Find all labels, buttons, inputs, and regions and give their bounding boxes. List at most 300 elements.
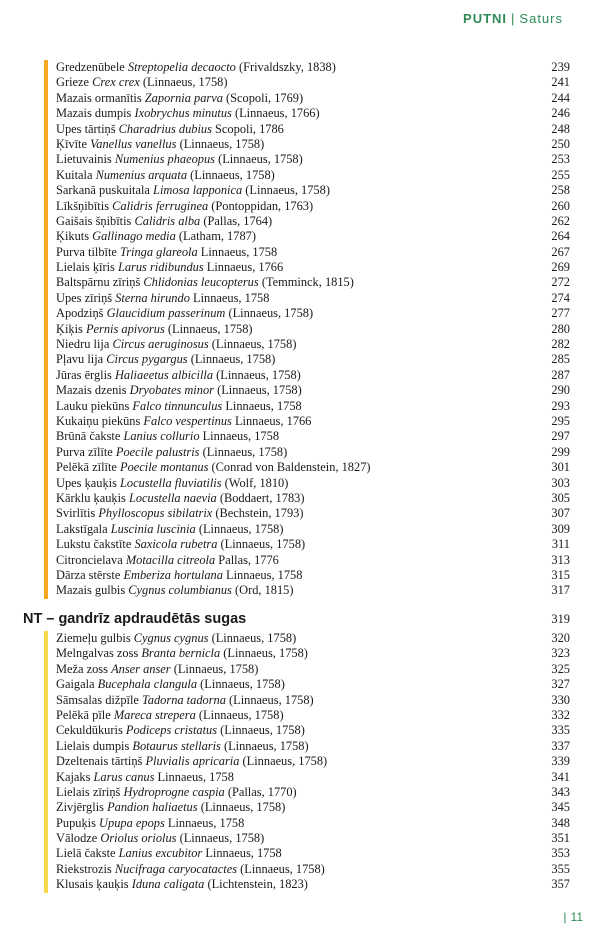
common-name: Melngalvas zoss: [56, 646, 142, 661]
authority: (Ord, 1815): [231, 583, 294, 598]
scientific-name: Botaurus stellaris: [132, 738, 221, 753]
list-1-rows: [44, 60, 570, 599]
entry-page: 255: [551, 167, 570, 182]
toc-entry[interactable]: [44, 322, 570, 337]
entry-title: [56, 816, 244, 830]
common-name: Ziemeļu gulbis: [56, 631, 134, 645]
entry-title: [56, 383, 302, 397]
entry-page: 325: [551, 661, 570, 676]
toc-entry[interactable]: [44, 183, 570, 198]
toc-entry[interactable]: [44, 785, 570, 800]
entry-title: [56, 862, 325, 876]
common-name: Pelēkā zīlīte: [56, 460, 120, 475]
scientific-name: Limosa lapponica: [153, 183, 243, 198]
common-name: Pupuķis: [56, 815, 100, 830]
entry-page: 285: [551, 352, 570, 367]
scientific-name: Circus pygargus: [106, 352, 188, 367]
entry-page: 305: [551, 490, 570, 505]
toc-entry[interactable]: [44, 506, 570, 521]
scientific-name: Streptopelia decaocto: [127, 60, 236, 74]
entry-page: 330: [551, 692, 570, 707]
authority: (Linnaeus, 1758): [217, 723, 305, 738]
toc-entry[interactable]: [44, 846, 570, 861]
entry-page: 274: [551, 290, 570, 305]
entry-page: 269: [551, 260, 570, 275]
species-list-2: [44, 631, 570, 893]
authority: (Linnaeus, 1758): [225, 692, 314, 707]
toc-entry[interactable]: [44, 476, 570, 491]
entry-page: 313: [551, 552, 570, 567]
common-name: Pļavu lija: [56, 352, 107, 367]
authority: (Linnaeus, 1758): [176, 831, 265, 846]
toc-entry[interactable]: [44, 739, 570, 754]
entry-title: [56, 553, 279, 567]
scientific-name: Podiceps cristatus: [125, 723, 218, 738]
entry-title: [56, 770, 234, 784]
authority: Linnaeus, 1758: [197, 244, 278, 259]
entry-page: 337: [551, 738, 570, 753]
common-name: Lielais ķīris: [56, 260, 118, 275]
section-title: NT – gandrīz apdraudētās sugas: [23, 611, 247, 627]
scientific-name: Luscinia luscinia: [110, 521, 196, 536]
scientific-name: Cygnus cygnus: [133, 631, 209, 645]
entry-page: 293: [551, 398, 570, 413]
common-name: Pelēkā pīle: [56, 707, 114, 722]
scientific-name: Nucifraga caryocatactes: [114, 861, 238, 876]
entry-title: [56, 429, 279, 443]
scientific-name: Locustella fluviatilis: [120, 475, 222, 490]
entry-page: 239: [551, 60, 570, 74]
entry-title: [56, 831, 264, 845]
entry-title: [56, 693, 314, 707]
scientific-name: Numenius phaeopus: [114, 152, 215, 167]
common-name: Mazais ormanītis: [56, 90, 145, 105]
entry-page: 320: [551, 631, 570, 645]
entry-page: 250: [551, 136, 570, 151]
scientific-name: Sterna hirundo: [115, 290, 190, 305]
entry-title: [56, 91, 303, 105]
common-name: Sarkanā puskuitala: [56, 183, 154, 198]
authority: (Linnaeus, 1758): [199, 444, 288, 459]
entry-page: 241: [551, 75, 570, 90]
scientific-name: Motacilla citreola: [125, 552, 216, 567]
toc-entry[interactable]: [44, 537, 570, 552]
entry-page: 280: [551, 321, 570, 336]
toc-entry[interactable]: [44, 368, 570, 383]
page-number: 11: [570, 910, 583, 924]
entry-page: 357: [551, 877, 570, 892]
common-name: Purva zīlīte: [56, 444, 116, 459]
toc-entry[interactable]: [44, 152, 570, 167]
authority: (Linnaeus, 1758): [242, 183, 330, 198]
common-name: Upes ķauķis: [56, 475, 121, 490]
authority: (Linnaeus, 1758): [187, 167, 275, 182]
authority: (Linnaeus, 1758): [170, 661, 259, 676]
entry-page: 339: [551, 754, 570, 769]
authority: Pallas, 1776: [215, 552, 279, 567]
scientific-name: Poecile palustris: [115, 444, 200, 459]
scientific-name: Ixobrychus minutus: [134, 106, 232, 121]
scientific-name: Branta bernicla: [141, 646, 221, 661]
authority: Linnaeus, 1758: [164, 815, 245, 830]
common-name: Citroncielava: [56, 552, 126, 567]
common-name: Kukaiņu piekūns: [56, 413, 144, 428]
header-subsection: Saturs: [519, 11, 563, 26]
entry-page: 277: [551, 306, 570, 321]
authority: (Linnaeus, 1758): [195, 521, 284, 536]
toc-entry[interactable]: [44, 708, 570, 723]
entry-page: 335: [551, 723, 570, 738]
section-page: 319: [551, 612, 570, 626]
toc-entry[interactable]: [44, 337, 570, 352]
entry-title: [56, 137, 264, 151]
common-name: Gaišais šņibītis: [56, 213, 135, 228]
authority: (Linnaeus, 1758): [176, 136, 265, 151]
entry-title: [56, 322, 253, 336]
common-name: Līkšņibītis: [56, 198, 113, 213]
toc-entry[interactable]: [44, 522, 570, 537]
toc-entry[interactable]: [44, 214, 570, 229]
list-2-rows: [44, 631, 570, 893]
entry-title: [56, 152, 303, 166]
common-name: Ķīvīte: [56, 136, 91, 151]
entry-page: 290: [551, 383, 570, 398]
common-name: Mazais gulbis: [56, 583, 129, 598]
scientific-name: Larus ridibundus: [117, 260, 204, 275]
common-name: Mazais dzenis: [56, 383, 130, 398]
common-name: Brūnā čakste: [56, 429, 124, 444]
authority: (Bechstein, 1793): [212, 506, 304, 521]
entry-page: 343: [551, 784, 570, 799]
toc-entry[interactable]: [44, 800, 570, 815]
common-name: Lietuvainis: [56, 152, 115, 167]
entry-title: [56, 522, 284, 536]
entry-title: [56, 214, 272, 228]
toc-entry[interactable]: [44, 60, 570, 75]
authority: (Pontoppidan, 1763): [208, 198, 314, 213]
authority: (Latham, 1787): [175, 229, 256, 244]
scientific-name: Tadorna tadorna: [142, 692, 226, 707]
entry-page: 351: [551, 831, 570, 846]
authority: Linnaeus, 1758: [199, 429, 280, 444]
entry-page: 348: [551, 815, 570, 830]
common-name: Klusais ķauķis: [56, 877, 132, 892]
common-name: Riekstrozis: [56, 861, 115, 876]
authority: (Linnaeus, 1758): [217, 537, 306, 552]
scientific-name: Poecile montanus: [120, 460, 209, 475]
authority: (Linnaeus, 1758): [215, 152, 303, 167]
common-name: Niedru lija: [56, 337, 113, 352]
toc-entry[interactable]: [44, 877, 570, 892]
common-name: Dārza stērste: [56, 567, 124, 582]
toc-entry[interactable]: [44, 862, 570, 877]
toc-entry[interactable]: [44, 460, 570, 475]
authority: (Linnaeus, 1758): [208, 337, 297, 352]
toc-entry[interactable]: [44, 770, 570, 785]
toc-entry[interactable]: [44, 245, 570, 260]
authority: (Linnaeus, 1758): [213, 367, 301, 382]
authority: (Frivaldszky, 1838): [235, 60, 336, 74]
toc-entry[interactable]: [44, 831, 570, 846]
entry-title: [56, 460, 371, 474]
entry-title: [56, 785, 297, 799]
common-name: Gaigala: [56, 677, 98, 692]
scientific-name: Iduna caligata: [131, 877, 205, 892]
entry-page: 253: [551, 152, 570, 167]
common-name: Kārklu ķauķis: [56, 490, 129, 505]
authority: (Linnaeus, 1758): [139, 75, 228, 90]
authority: (Linnaeus, 1758): [195, 707, 284, 722]
scientific-name: Numenius arquata: [95, 167, 188, 182]
entry-page: 327: [551, 677, 570, 692]
scientific-name: Larus canus: [93, 769, 155, 784]
entry-title: [56, 183, 330, 197]
entry-title: [56, 537, 305, 551]
entry-page: 287: [551, 367, 570, 382]
common-name: Zivjērglis: [56, 800, 108, 815]
entry-title: [56, 414, 311, 428]
toc-entry[interactable]: [44, 662, 570, 677]
scientific-name: Dryobates minor: [129, 383, 214, 398]
toc-entry[interactable]: [44, 352, 570, 367]
entry-title: [56, 662, 258, 676]
species-list-1: [44, 60, 570, 599]
authority: (Linnaeus, 1758): [239, 754, 328, 769]
common-name: Grieze: [56, 75, 93, 90]
toc-entry[interactable]: [44, 291, 570, 306]
common-name: Svirlītis: [56, 506, 99, 521]
authority: Linnaeus, 1766: [203, 260, 284, 275]
toc-entry[interactable]: [44, 723, 570, 738]
scientific-name: Haliaeetus albicilla: [114, 367, 214, 382]
entry-page: 264: [551, 229, 570, 244]
scientific-name: Lanius collurio: [123, 429, 200, 444]
scientific-name: Pandion haliaetus: [107, 800, 198, 815]
scientific-name: Saxicola rubetra: [134, 537, 218, 552]
entry-title: [56, 75, 227, 89]
toc-entry[interactable]: [44, 168, 570, 183]
entry-title: [56, 583, 294, 597]
entry-title: [56, 245, 277, 259]
authority: (Temminck, 1815): [258, 275, 354, 290]
entry-title: [56, 476, 288, 490]
scientific-name: Emberiza hortulana: [123, 567, 223, 582]
entry-page: 323: [551, 646, 570, 661]
authority: (Linnaeus, 1758): [220, 646, 308, 661]
entry-page: 309: [551, 521, 570, 536]
header-separator: |: [511, 11, 516, 26]
toc-entry[interactable]: [44, 137, 570, 152]
entry-title: [56, 506, 303, 520]
entry-title: [56, 568, 302, 582]
toc-entry[interactable]: [44, 631, 570, 646]
authority: Linnaeus, 1758: [154, 769, 234, 784]
authority: (Boddaert, 1783): [216, 490, 305, 505]
toc-entry[interactable]: [44, 260, 570, 275]
toc-entry[interactable]: [44, 275, 570, 290]
entry-title: [56, 646, 308, 660]
common-name: Apodziņš: [56, 306, 107, 321]
toc-entry[interactable]: [44, 91, 570, 106]
entry-page: 258: [551, 183, 570, 198]
common-name: Cekuldūkuris: [56, 723, 126, 738]
entry-title: [56, 877, 308, 891]
authority: (Pallas, 1770): [224, 784, 297, 799]
scientific-name: Falco tinnunculus: [132, 398, 223, 413]
page-footer: [563, 910, 583, 924]
entry-title: [56, 352, 275, 366]
authority: (Wolf, 1810): [221, 475, 289, 490]
authority: (Linnaeus, 1758): [237, 861, 325, 876]
entry-page: 341: [551, 769, 570, 784]
entry-title: [56, 168, 275, 182]
scientific-name: Tringa glareola: [120, 244, 198, 259]
entry-page: 353: [551, 846, 570, 861]
authority: (Linnaeus, 1758): [187, 352, 276, 367]
scientific-name: Calidris ferruginea: [112, 198, 209, 213]
toc-entry[interactable]: [44, 568, 570, 583]
authority: (Pallas, 1764): [200, 213, 273, 228]
common-name: Upes zīriņš: [56, 290, 116, 305]
authority: (Linnaeus, 1758): [197, 800, 286, 815]
scientific-name: Oriolus oriolus: [100, 831, 177, 846]
common-name: Kuitala: [56, 167, 96, 182]
authority: (Scopoli, 1769): [222, 90, 304, 105]
common-name: Kajaks: [56, 769, 94, 784]
scientific-name: Pernis apivorus: [85, 321, 165, 336]
entry-page: 262: [551, 213, 570, 228]
authority: Linnaeus, 1758: [222, 567, 303, 582]
scientific-name: Zapornia parva: [144, 90, 223, 105]
entry-page: 244: [551, 90, 570, 105]
common-name: Lielā čakste: [56, 846, 119, 861]
common-name: Lauku piekūns: [56, 398, 133, 413]
entry-page: 282: [551, 337, 570, 352]
toc-entry[interactable]: [44, 646, 570, 661]
scientific-name: Falco vespertinus: [143, 413, 232, 428]
common-name: Lukstu čakstīte: [56, 537, 135, 552]
entry-page: 303: [551, 475, 570, 490]
entry-page: 355: [551, 861, 570, 876]
authority: (Linnaeus, 1758): [164, 321, 253, 336]
page-header: [463, 11, 563, 26]
scientific-name: Gallinago media: [92, 229, 176, 244]
entry-title: [56, 723, 305, 737]
common-name: Upes tārtiņš: [56, 121, 119, 136]
common-name: Baltspārnu zīriņš: [56, 275, 144, 290]
toc-entry[interactable]: [44, 106, 570, 121]
scientific-name: Hydroprogne caspia: [123, 784, 225, 799]
scientific-name: Calidris alba: [134, 213, 201, 228]
authority: Linnaeus, 1758: [222, 398, 302, 413]
common-name: Lakstīgala: [56, 521, 111, 536]
authority: (Linnaeus, 1758): [220, 738, 309, 753]
entry-page: 299: [551, 444, 570, 459]
entry-page: 267: [551, 244, 570, 259]
common-name: Lielais dumpis: [56, 738, 133, 753]
toc-entry[interactable]: [44, 229, 570, 244]
entry-title: [56, 631, 296, 645]
common-name: Ķiķis: [56, 321, 86, 336]
authority: (Linnaeus, 1758): [197, 677, 285, 692]
entry-page: 260: [551, 198, 570, 213]
entry-page: 272: [551, 275, 570, 290]
common-name: Meža zoss: [56, 661, 112, 676]
toc-entry[interactable]: [44, 414, 570, 429]
header-section: PUTNI: [463, 11, 508, 26]
authority: (Conrad von Baldenstein, 1827): [208, 460, 371, 475]
entry-title: [56, 199, 313, 213]
entry-page: 332: [551, 707, 570, 722]
entry-title: [56, 800, 285, 814]
entry-page: 317: [551, 583, 570, 598]
toc-entry[interactable]: [44, 399, 570, 414]
entry-page: 311: [551, 537, 570, 552]
toc-entry[interactable]: [44, 553, 570, 568]
scientific-name: Vanellus vanellus: [90, 136, 177, 151]
common-name: Ķikuts: [56, 229, 93, 244]
entry-page: 301: [551, 460, 570, 475]
toc-entry[interactable]: [44, 754, 570, 769]
toc-entry[interactable]: [44, 445, 570, 460]
scientific-name: Mareca strepera: [113, 707, 196, 722]
toc-entry[interactable]: [44, 583, 570, 598]
toc-entry[interactable]: [44, 693, 570, 708]
toc-entry[interactable]: [44, 429, 570, 444]
authority: (Linnaeus, 1758): [208, 631, 297, 645]
authority: Scopoli, 1786: [211, 121, 284, 136]
toc-entry[interactable]: [44, 491, 570, 506]
entry-title: [56, 846, 282, 860]
authority: (Linnaeus, 1758): [225, 306, 314, 321]
scientific-name: Phylloscopus sibilatrix: [98, 506, 213, 521]
common-name: Mazais dumpis: [56, 106, 135, 121]
entry-title: [56, 445, 287, 459]
toc-entry[interactable]: [44, 122, 570, 137]
entry-title: [56, 60, 336, 74]
entry-page: 307: [551, 506, 570, 521]
scientific-name: Charadrius dubius: [118, 121, 212, 136]
entry-title: [56, 122, 284, 136]
scientific-name: Glaucidium passerinum: [106, 306, 226, 321]
toc-entry[interactable]: [44, 677, 570, 692]
authority: Linnaeus, 1758: [189, 290, 270, 305]
toc-entry[interactable]: [44, 199, 570, 214]
entry-title: [56, 260, 283, 274]
entry-title: [56, 754, 327, 768]
scientific-name: Circus aeruginosus: [112, 337, 209, 352]
entry-title: [56, 306, 313, 320]
entry-title: [56, 491, 304, 505]
common-name: Gredzenūbele: [56, 60, 128, 74]
entry-page: 248: [551, 121, 570, 136]
entry-page: 246: [551, 106, 570, 121]
footer-separator: |: [563, 910, 567, 924]
common-name: Vālodze: [56, 831, 101, 846]
toc-entry[interactable]: [44, 306, 570, 321]
entry-title: [56, 106, 320, 120]
toc-entry[interactable]: [44, 383, 570, 398]
toc-entry[interactable]: [44, 75, 570, 90]
scientific-name: Chlidonias leucopterus: [143, 275, 259, 290]
toc-entry[interactable]: [44, 816, 570, 831]
scientific-name: Pluvialis apricaria: [145, 754, 240, 769]
scientific-name: Locustella naevia: [128, 490, 217, 505]
scientific-name: Bucephala clangula: [97, 677, 198, 692]
entry-page: 345: [551, 800, 570, 815]
scientific-name: Anser anser: [111, 661, 171, 676]
scientific-name: Crex crex: [92, 75, 140, 90]
